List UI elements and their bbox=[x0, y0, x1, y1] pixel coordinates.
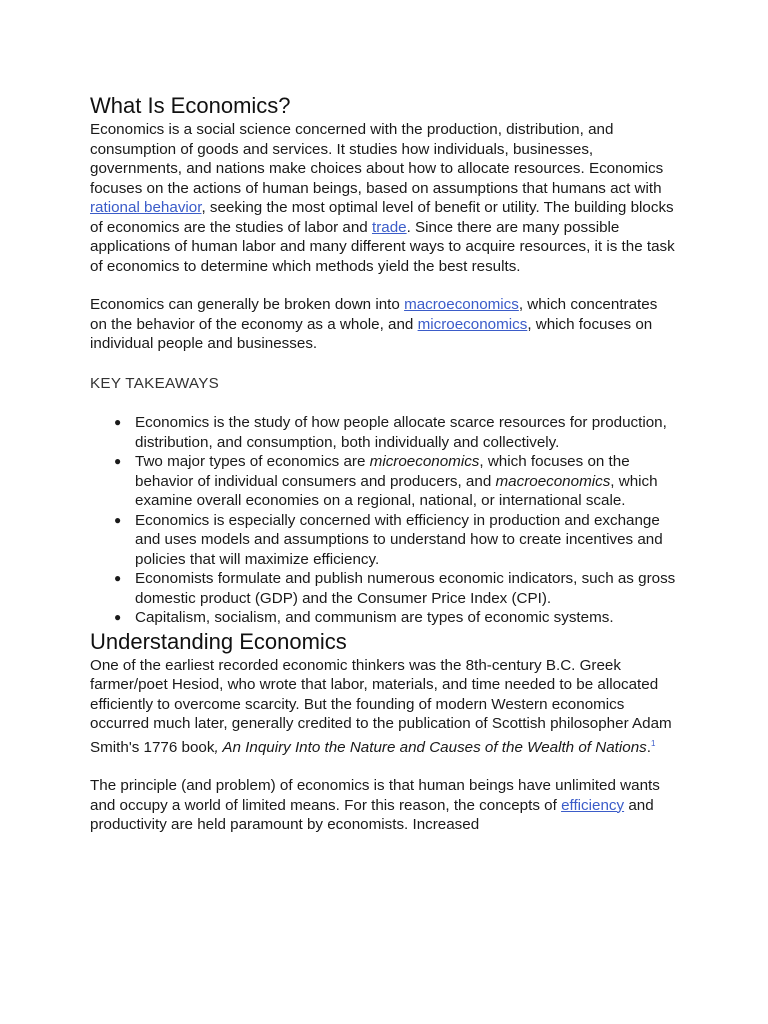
paragraph-gap bbox=[90, 757, 676, 776]
rational-behavior-link[interactable]: rational behavior bbox=[90, 199, 202, 216]
key-takeaways-heading: KEY TAKEAWAYS bbox=[90, 374, 220, 392]
list-item: ● Economists formulate and publish numerous economic indicators, such as gross domestic product (GDP) and the Consumer Price Index (CPI). bbox=[114, 570, 676, 607]
section-paragraph-principle: The principle (and problem) of economics is that human beings have unlimited wants and occupy a world of limited means. For this reason, the concepts of efficiency and productivity are held paramount by economists. Increased bbox=[90, 777, 660, 834]
list-item: ● Two major types of economics are microeconomics, which focuses on the behavior of individual consumers and producers, and macroeconomics, which examine overall economies on a regional, national, or international scale. bbox=[114, 453, 658, 509]
bullet-icon: ● bbox=[114, 512, 122, 527]
article bbox=[90, 92, 676, 835]
microeconomics-link[interactable]: microeconomics bbox=[417, 315, 528, 333]
bullet-icon: ● bbox=[114, 454, 122, 468]
page-title: What Is Economics? bbox=[90, 93, 291, 118]
list-item: ● Economics is the study of how people allocate scarce resources for production, distribution, and consumption, both individually and collectively. bbox=[114, 414, 667, 451]
efficiency-link[interactable]: efficiency bbox=[561, 796, 625, 814]
takeaways-list bbox=[90, 413, 676, 628]
paragraph-gap bbox=[90, 276, 676, 295]
bullet-icon: ● bbox=[114, 571, 122, 585]
section-paragraph-history: One of the earliest recorded economic thinkers was the 8th-century B.C. Greek farmer/poet Hesiod, who wrote that labor, materials, and time needed to be allocated efficiently to overcome scarcity. But the founding of modern Western economics occurred much later, generally credited to the publication of Scottish philosopher Adam Smith's 1776 book, An Inquiry Into the Nature and Causes of the Wealth of Nations.$^1$ bbox=[90, 656, 672, 756]
bullet-icon: ● bbox=[114, 415, 122, 429]
bullet-icon: ● bbox=[114, 610, 122, 624]
trade-link[interactable]: trade bbox=[371, 218, 407, 236]
list-item: ● Capitalism, socialism, and communism are types of economic systems. bbox=[114, 609, 614, 626]
intro-paragraph: Economics is a social science concerned with the production, distribution, and consumption of goods and services. It studies how individuals, businesses, governments, and nations make choices about how to allocate resources. Economics focuses on the actions of human beings, based on assumptions that humans act with rational behavior, seeking the most optimal level of benefit or utility. The building blocks of economics are the studies of labor and trade. Since there are many possible applications of human labor and many different ways to acquire resources, it is the task of economics to determine which methods yield the best results. bbox=[90, 121, 675, 275]
macroeconomics-link[interactable]: macroeconomics bbox=[404, 296, 519, 313]
list-item: ● Economics is especially concerned with efficiency in production and exchange and uses models and assumptions to understand how to create incentives and policies that will maximize efficiency. bbox=[114, 511, 663, 568]
footnote-link[interactable]: 1 bbox=[650, 738, 656, 748]
breakdown-paragraph: Economics can generally be broken down into macroeconomics, which concentrates on the behavior of the economy as a whole, and microeconomics, which focuses on individual people and businesses. bbox=[90, 296, 658, 352]
section-title: Understanding Economics bbox=[90, 628, 347, 654]
